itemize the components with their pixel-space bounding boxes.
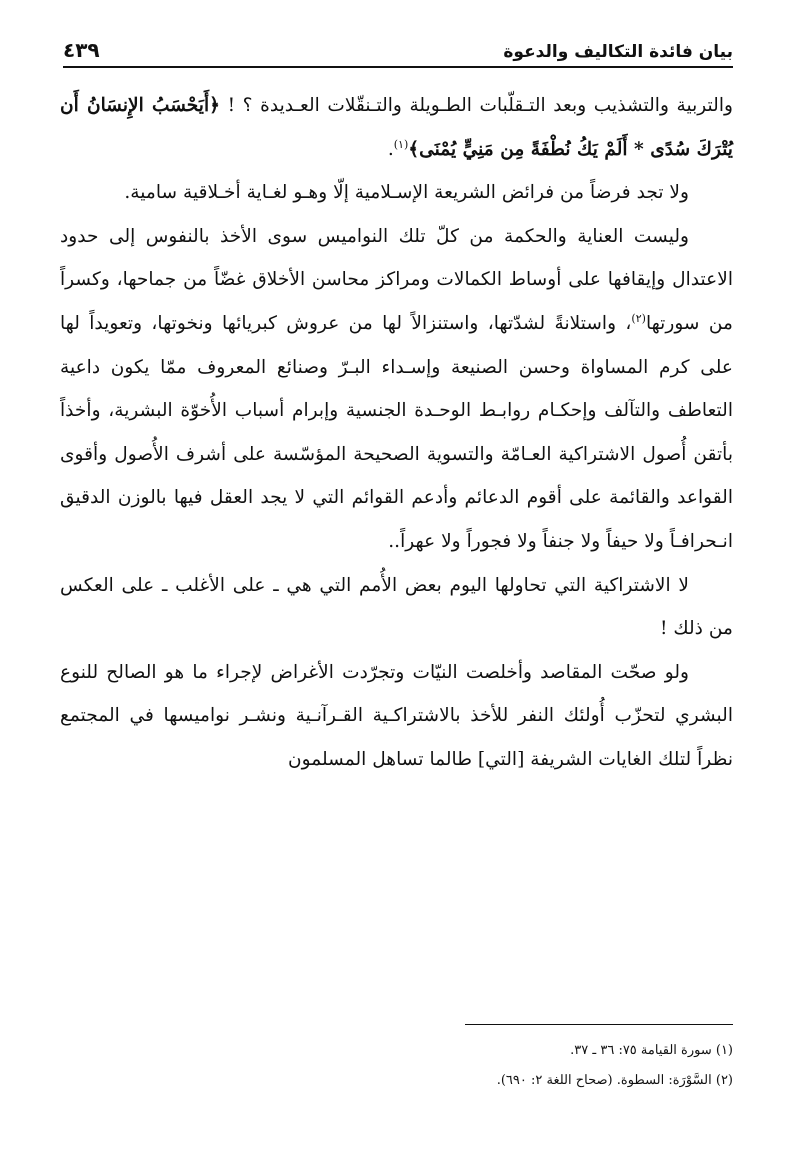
paragraph-1-end: . (387, 138, 394, 160)
footnote-separator (465, 1024, 733, 1025)
main-text (60, 84, 733, 782)
page-header (63, 28, 733, 62)
header-rule (63, 66, 733, 68)
page-number: ٤٣٩ (63, 38, 100, 62)
running-title: بيان فائدة التكاليف والدعوة (503, 42, 733, 62)
footnote-1: (١) سورة القيامة ٧٥: ٣٦ ـ ٣٧. (570, 1043, 733, 1058)
footnotes (60, 1036, 733, 1096)
paragraph-1 (60, 84, 733, 171)
paragraph-3-part-a: وليست العناية والحكمة من كلّ تلك النواميس سوى الأخذ بالنفوس إلى حدود الاعتدال وإيقافها على أوساط الكمالات ومراكز محاسن الأخلاق غضّاً من جماحها، وكسراً من سورتها (60, 225, 733, 334)
footnote-ref-2[interactable]: (٢) (631, 311, 646, 325)
paragraph-1-text: والتربية والتشذيب وبعد التـقلّبات الطـويلة والتـنقّلات العـديدة ؟ ! (220, 95, 733, 116)
paragraph-3-part-b: ، واستلانةً لشدّتها، واستنزالاً لها من عروش كبريائها ونخوتها، وتعويداً لها على كرم المساواة وحسن الصنيعة وإسـداء البـرّ وصنائع المعروف ممّا يكون داعية التعاطف والتآلف وإحكـام روابـط الوحـدة الجنسية وإبرام أسباب الأُخوّة البشرية، وأخذاً بأتقن أُصول الاشتراكية العـامّة والتسوية الصحيحة المؤسّسة على أشرف الأُصول وأقوى القواعد والقائمة على أقوم الدعائم وأدعم القوائم التي لا يجد العقل فيها بالوزن الدقيق انـحرافـاً ولا حيفاً ولا جنفاً ولا فجوراً ولا عهراً.. (60, 312, 733, 552)
quran-verse: ﴿أَيَحْسَبُ الإِنسَانُ أَن يُتْرَكَ سُدًى * أَلَمْ يَكُ نُطْفَةً مِن مَنِيٍّ يُمْنَى﴾ (60, 95, 733, 160)
paragraph-2: ولا تجد فرضاً من فرائض الشريعة الإسـلامية إلّا وهـو لغـاية أخـلاقية سامية. (124, 182, 689, 204)
paragraph-4: لا الاشتراكية التي تحاولها اليوم بعض الأُمم التي هي ـ على الأغلب ـ على العكس من ذلك ! (60, 574, 733, 640)
footnote-2: (٢) السَّوْرَة: السطوة. (صحاح اللغة ٢: ٦٩٠). (496, 1073, 733, 1088)
footnote-ref-1[interactable]: (١) (393, 137, 409, 151)
paragraph-3 (60, 215, 733, 564)
paragraph-5: ولو صحّت المقاصد وأخلصت النيّات وتجرّدت الأغراض لإجراء ما هو الصالح للنوع البشري لتحزّب أُولئك النفر للأخذ بالاشتراكـية القـرآنـية ونشـر نواميسها في المجتمع نظراً لتلك الغايات الشريفة [التي] طالما تساهل المسلمون (60, 661, 733, 770)
